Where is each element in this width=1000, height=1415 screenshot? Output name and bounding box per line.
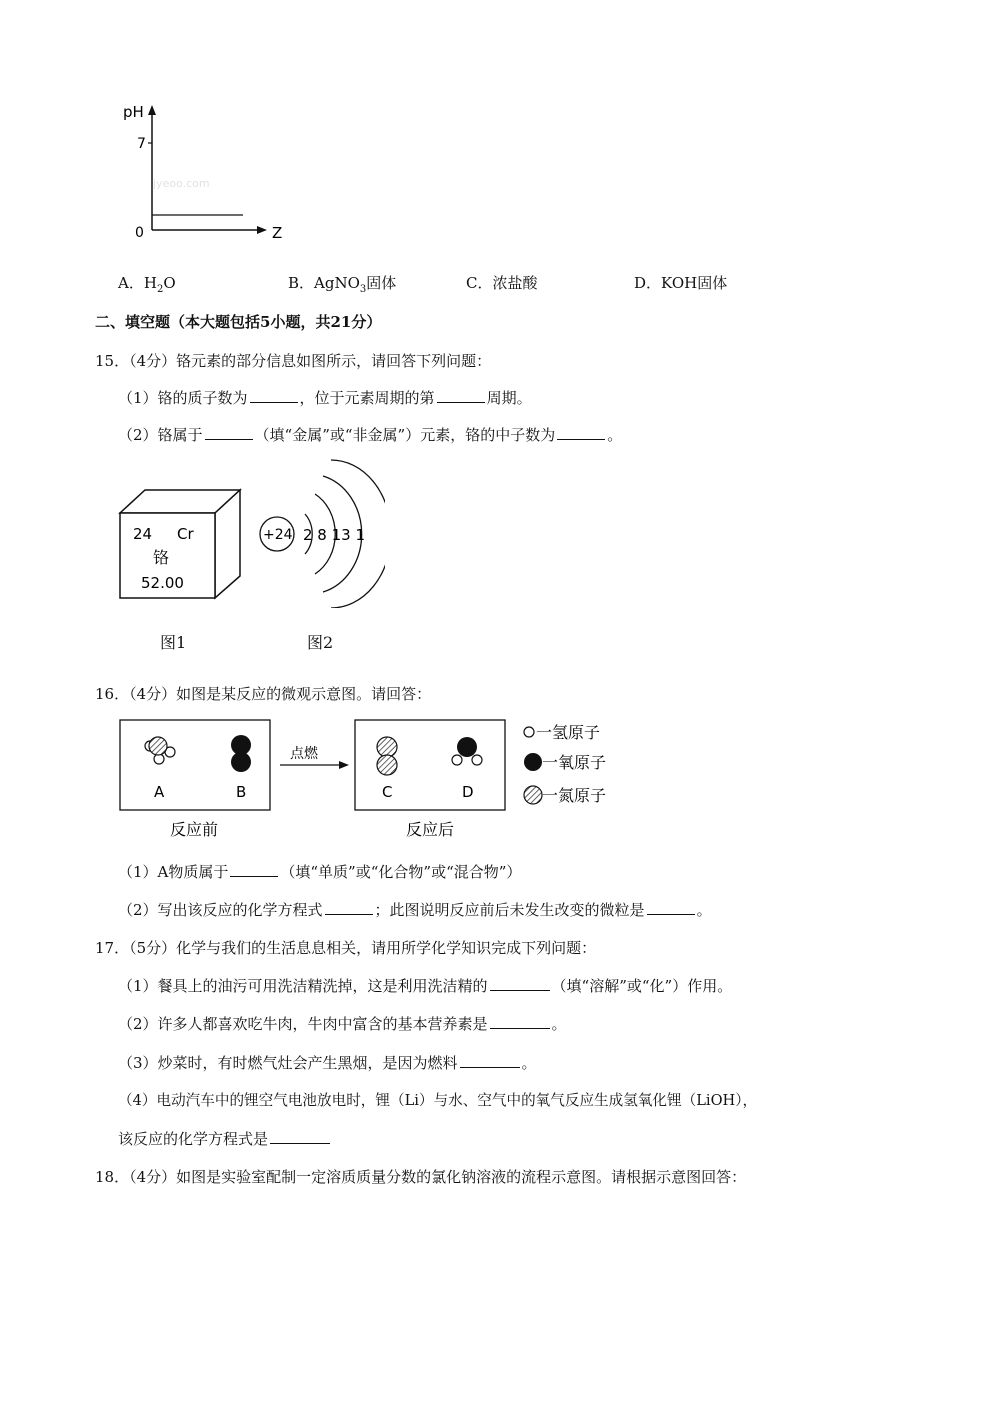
answer-blank[interactable] <box>460 1053 520 1068</box>
q17-part1: （1）餐具上的油污可用洗洁精洗掉，这是利用洗洁精的 （填“溶解”或“化”）作用。 <box>118 977 733 995</box>
before-caption: 反应前 <box>170 820 219 839</box>
q16-part1: （1）A物质属于 （填“单质”或“化合物”或“混合物”） <box>118 863 522 881</box>
label-b: B <box>236 783 247 801</box>
ph-y-arrow <box>148 105 156 115</box>
option-d[interactable]: D．KOH固体 <box>634 274 728 292</box>
label-a: A <box>154 783 165 801</box>
q17-part4: （4）电动汽车中的锂空气电池放电时，锂（Li）与水、空气中的氧气反应生成氢氧化锂（LiOH）， <box>118 1092 758 1109</box>
legend-nitrogen: 一氮原子 <box>542 786 607 805</box>
after-caption: 反应后 <box>406 820 455 839</box>
answer-blank[interactable] <box>490 976 550 991</box>
legend-hydrogen-icon <box>524 727 534 737</box>
element-symbol: Cr <box>177 525 194 543</box>
nitrogen-atom <box>149 737 167 755</box>
q17-part4-cont: 该反应的化学方程式是 <box>118 1128 332 1149</box>
label-d: D <box>462 783 474 801</box>
q17-part2: （2）许多人都喜欢吃牛肉，牛肉中富含的基本营养素是 。 <box>118 1015 567 1033</box>
answer-blank[interactable] <box>205 425 253 440</box>
atomic-number: 24 <box>133 525 153 543</box>
shell-electrons: 2 8 13 1 <box>303 526 366 544</box>
q16-part2: （2）写出该反应的化学方程式 ；此图说明反应前后未发生改变的微粒是 。 <box>118 901 712 919</box>
q18-stem: 18．（4分）如图是实验室配制一定溶质质量分数的氯化钠溶液的流程示意图。请根据示意图回答： <box>95 1168 747 1186</box>
oxygen-atom <box>231 752 251 772</box>
fig1-caption: 图1 <box>160 633 187 652</box>
option-a[interactable]: A．$H_2O$ <box>118 274 176 295</box>
reaction-condition: 点燃 <box>290 746 318 762</box>
ph-axis-label: pH <box>123 103 144 121</box>
fig2-caption: 图2 <box>307 633 334 652</box>
answer-blank[interactable] <box>230 862 278 877</box>
ph-tick-label-7: 7 <box>137 136 146 152</box>
element-card-figure <box>115 488 245 606</box>
q17-stem: 17．（5分）化学与我们的生活息息相关，请用所学化学知识完成下列问题： <box>95 939 597 957</box>
oxygen-atom <box>457 737 477 757</box>
ph-x-arrow <box>257 226 267 234</box>
q17-part3: （3）炒菜时，有时燃气灶会产生黑烟，是因为燃料 。 <box>118 1054 537 1072</box>
ph-x-label: Z <box>272 224 283 242</box>
answer-blank[interactable] <box>437 388 485 403</box>
element-name: 铬 <box>153 548 170 567</box>
legend-hydrogen: 一氢原子 <box>536 723 601 742</box>
ph-graph <box>115 95 295 245</box>
q15-part1: （1）铬的质子数为 ，位于元素周期的第 周期。 <box>118 389 532 407</box>
q15-part2: （2）铬属于 （填“金属”或“非金属”）元素，铬的中子数为 。 <box>118 426 623 444</box>
legend-oxygen-icon <box>524 753 542 771</box>
option-b[interactable]: B．AgNO$_3$固体 <box>288 274 397 295</box>
hydrogen-atom <box>452 755 462 765</box>
answer-blank[interactable] <box>325 900 373 915</box>
label-c: C <box>382 783 393 801</box>
nitrogen-atom <box>377 737 397 757</box>
legend-oxygen: 一氧原子 <box>542 753 607 772</box>
ph-origin-label: 0 <box>135 225 144 241</box>
watermark: jyeoo.com <box>153 177 210 190</box>
answer-blank[interactable] <box>250 388 298 403</box>
reaction-arrowhead <box>339 761 349 769</box>
atom-structure-figure <box>255 458 385 608</box>
reaction-diagram <box>115 715 635 845</box>
q16-stem: 16．（4分）如图是某反应的微观示意图。请回答： <box>95 685 432 703</box>
option-c[interactable]: C．浓盐酸 <box>466 274 538 292</box>
nucleus-charge: +24 <box>263 527 293 543</box>
answer-blank[interactable] <box>270 1129 330 1144</box>
nitrogen-atom <box>377 755 397 775</box>
atomic-mass: 52.00 <box>141 574 184 592</box>
hydrogen-atom <box>472 755 482 765</box>
answer-blank[interactable] <box>647 900 695 915</box>
section-2-title: 二、填空题（本大题包括5小题，共21分） <box>95 313 382 331</box>
q15-stem: 15．（4分）铬元素的部分信息如图所示，请回答下列问题： <box>95 352 492 370</box>
answer-blank[interactable] <box>557 425 605 440</box>
legend-nitrogen-icon <box>524 786 542 804</box>
answer-blank[interactable] <box>490 1014 550 1029</box>
